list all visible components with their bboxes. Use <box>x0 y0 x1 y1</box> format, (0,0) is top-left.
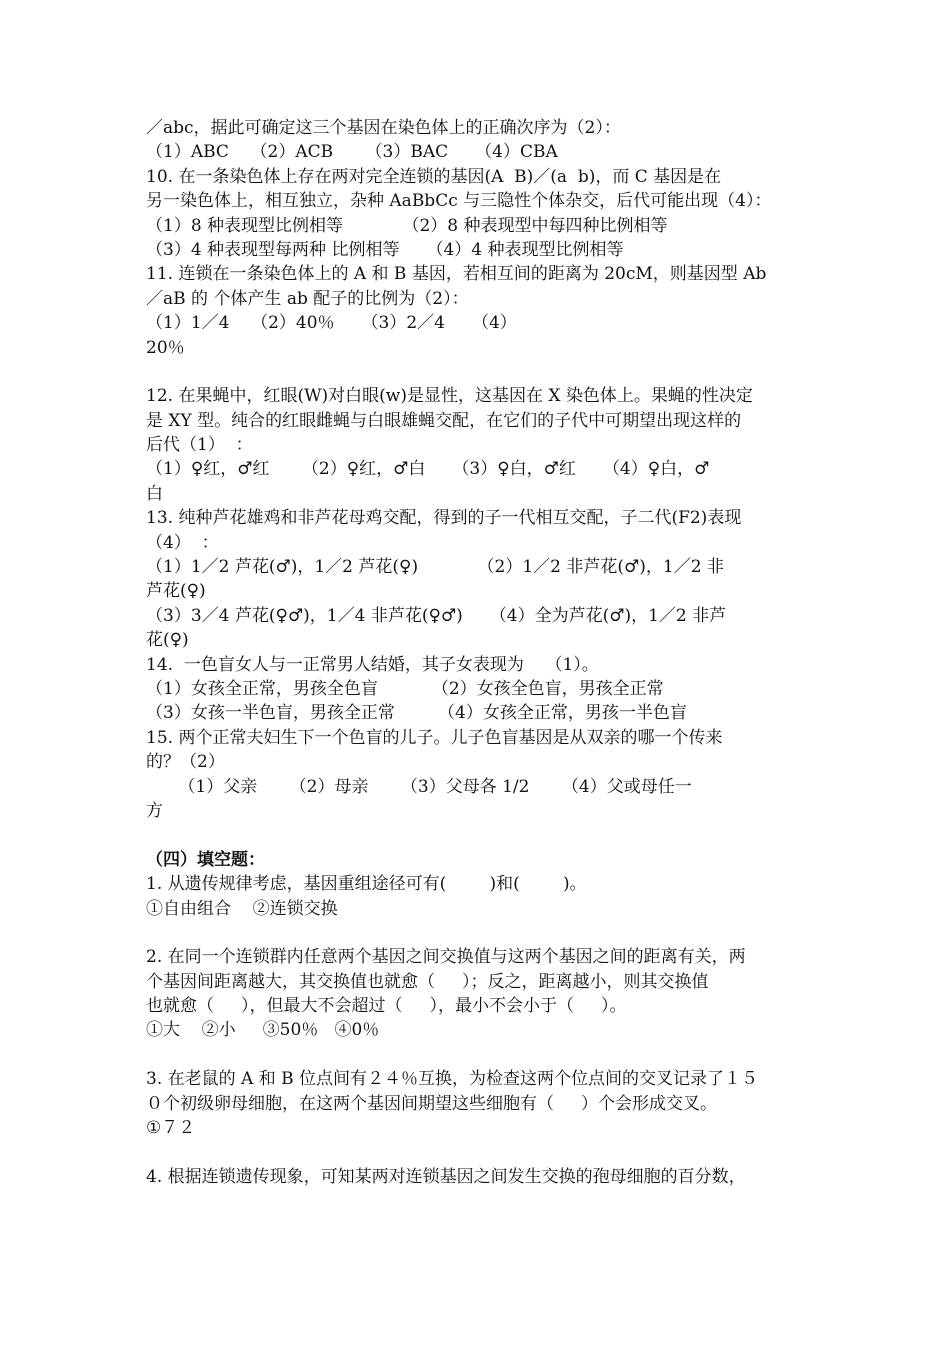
document-body <box>146 116 810 1189</box>
text-line: 是 XY 型。纯合的红眼雌蝇与白眼雄蝇交配，在它们的子代中可期望出现这样的 <box>146 410 742 431</box>
text-line: 3. 在老鼠的 A 和 B 位点间有２４％互换，为检查这两个位点间的交叉记录了１５ <box>146 1069 759 1090</box>
text-line: （1）1／4 （2）40％ （3）2／4 （4） <box>146 313 517 334</box>
text-line: 14. 一色盲女人与一正常男人结婚，其子女表现为 （1）。 <box>146 654 599 675</box>
text-line: 的？（2） <box>146 752 225 773</box>
text-line: ／aB 的 个体产生 ab 配子的比例为（2）： <box>146 288 469 309</box>
text-line: （1）父亲 （2）母亲 （3）父母各 1/2 （4）父或母任一 <box>146 776 692 797</box>
text-line: ０个初级卵母细胞，在这两个基因间期望这些细胞有（ ）个会形成交叉。 <box>146 1093 718 1114</box>
text-line: 1. 从遗传规律考虑，基因重组途径可有( )和( )。 <box>146 874 587 895</box>
text-line: （3）4 种表现型每两种 比例相等 （4）4 种表现型比例相等 <box>146 239 624 260</box>
text-line: 12. 在果蝇中，红眼(W)对白眼(w)是显性，这基因在 X 染色体上。果蝇的性决定 <box>146 386 753 407</box>
text-line: 2. 在同一个连锁群内任意两个基因之间交换值与这两个基因之间的距离有关，两 <box>146 947 746 968</box>
text-line: 芦花(♀) <box>146 581 206 602</box>
blank-line <box>146 1140 810 1164</box>
text-line: 也就愈（ ），但最大不会超过（ ），最小不会小于（ ）。 <box>146 996 627 1017</box>
text-line: 10. 在一条染色体上存在两对完全连锁的基因(A B)／(a b)，而 C 基因是在 <box>146 166 722 187</box>
text-line: 方 <box>146 800 163 821</box>
text-line: ／abc，据此可确定这三个基因在染色体上的正确次序为（2）： <box>146 118 621 138</box>
text-line: （1）ABC （2）ACB （3）BAC （4）CBA <box>146 142 558 163</box>
text-line: 11. 连锁在一条染色体上的 A 和 B 基因，若相互间的距离为 20cM，则基因型 Ab <box>146 264 767 285</box>
text-line: （3）3／4 芦花(♀♂)，1／4 非芦花(♀♂) （4）全为芦花(♂)，1／2 非芦 <box>146 605 727 626</box>
blank-line <box>146 1043 810 1067</box>
text-line: 4. 根据连锁遗传现象，可知某两对连锁基因之间发生交换的孢母细胞的百分数， <box>146 1166 746 1187</box>
text-line: 13. 纯种芦花雄鸡和非芦花母鸡交配，得到的子一代相互交配，子二代(F2)表现 <box>146 508 742 529</box>
text-line: 20％ <box>146 337 185 358</box>
text-line: （1）女孩全正常，男孩全色盲 （2）女孩全色盲，男孩全正常 <box>146 678 664 699</box>
text-line: 白 <box>146 483 163 504</box>
text-line: 个基因间距离越大，其交换值也就愈（ ）；反之，距离越小，则其交换值 <box>146 971 709 992</box>
text-line: （1）♀红，♂红 （2）♀红，♂白 （3）♀白，♂红 （4）♀白，♂ <box>146 459 710 480</box>
text-line: （4） ： <box>146 532 219 553</box>
text-line: ①自由组合 ②连锁交换 <box>146 898 338 919</box>
text-line: 花(♀) <box>146 630 189 651</box>
blank-line <box>146 823 810 847</box>
blank-line <box>146 921 810 945</box>
text-line: （3）女孩一半色盲，男孩全正常 （4）女孩全正常，男孩一半色盲 <box>146 703 687 724</box>
text-line: 另一染色体上，相互独立，杂种 AaBbCc 与三隐性个体杂交，后代可能出现（4）： <box>146 191 772 212</box>
blank-line <box>146 360 810 384</box>
text-line: （1）1／2 芦花(♂)，1／2 芦花(♀) （2）1／2 非芦花(♂)，1／2 非 <box>146 557 724 578</box>
text-line: ①大 ②小 ③50％ ④0％ <box>146 1020 380 1041</box>
section-heading: （四）填空题： <box>146 849 265 870</box>
text-line: 后代（1） ： <box>146 435 253 456</box>
text-line: ①７２ <box>146 1118 196 1139</box>
text-line: （1）8 种表现型比例相等 （2）8 种表现型中每四种比例相等 <box>146 215 668 236</box>
text-line: 15. 两个正常夫妇生下一个色盲的儿子。儿子色盲基因是从双亲的哪一个传来 <box>146 727 723 748</box>
